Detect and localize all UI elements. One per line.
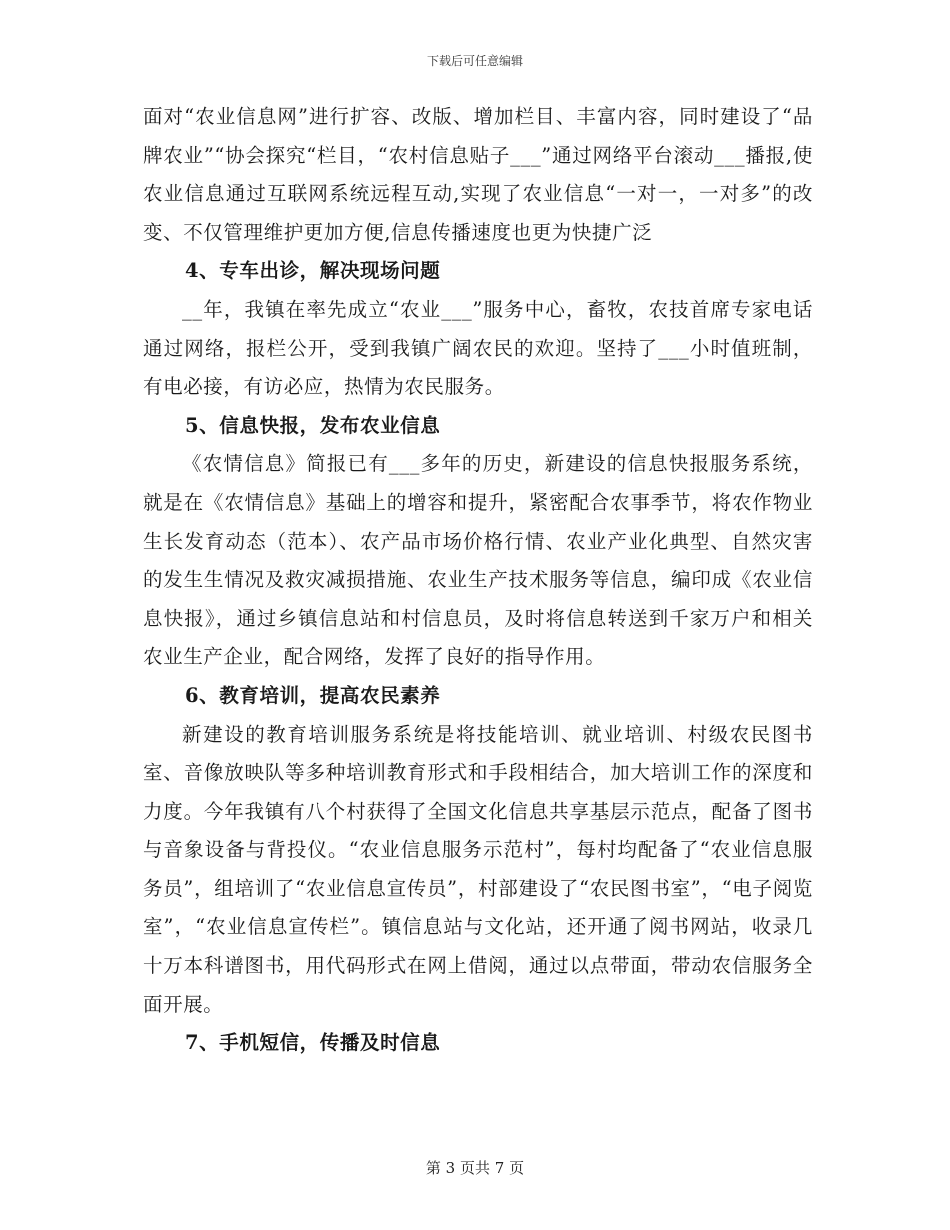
- section-heading-6: 6、教育培训，提高农民素养: [185, 683, 441, 707]
- paragraph-section-6: 新建设的教育培训服务系统是将技能培训、就业培训、村级农民图书室、音像放映队等多种培训教育形式和手段相结合，加大培训工作的深度和力度。今年我镇有八个村获得了全国文化信息共享基层示范点，配备了图书与音象设备与背投仪。“农业信息服务示范村”，每村均配备了“农业信息服务员”，组培训了“农业信息宣传员”，村部建设了“农民图书室”，“电子阅览室”，“农业信息宣传栏”。镇信息站与文化站，还开通了阅书网站，收录几十万本科谱图书，用代码形式在网上借阅，通过以点带面，带动农信服务全面开展。: [143, 722, 813, 1016]
- document-body: [143, 98, 813, 1063]
- section-heading-5: 5、信息快报，发布农业信息: [185, 413, 441, 437]
- section-heading-4: 4、专车出诊，解决现场问题: [185, 259, 441, 283]
- page-footer: 第 3 页共 7 页: [425, 1159, 525, 1177]
- paragraph-intro: 面对“农业信息网”进行扩容、改版、增加栏目、丰富内容，同时建设了“品牌农业”“协会探究“栏目，“农村信息贴子___”通过网络平台滚动___播报,使农业信息通过互联网系统远程互动,实现了农业信息“一对一，一对多”的改变、不仅管理维护更加方便,信息传播速度也更为快捷广泛: [143, 105, 813, 244]
- page-header: 下载后可任意编辑: [426, 54, 523, 68]
- section-heading-7: 7、手机短信，传播及时信息: [185, 1031, 441, 1055]
- paragraph-section-5: 《农情信息》简报已有___多年的历史，新建设的信息快报服务系统，就是在《农情信息》基础上的增容和提升，紧密配合农事季节，将农作物业生长发育动态（范本）、农产品市场价格行情、农业产业化典型、自然灾害的发生生情况及救灾减损措施、农业生产技术服务等信息，编印成《农业信息快报》，通过乡镇信息站和村信息员，及时将信息转送到千家万户和相关农业生产企业，配合网络，发挥了良好的指导作用。: [143, 452, 813, 669]
- paragraph-section-4: __年，我镇在率先成立“农业___”服务中心，畜牧，农技首席专家电话通过网络，报栏公开，受到我镇广阔农民的欢迎。坚持了___小时值班制，有电必接，有访必应，热情为农民服务。: [143, 297, 813, 399]
